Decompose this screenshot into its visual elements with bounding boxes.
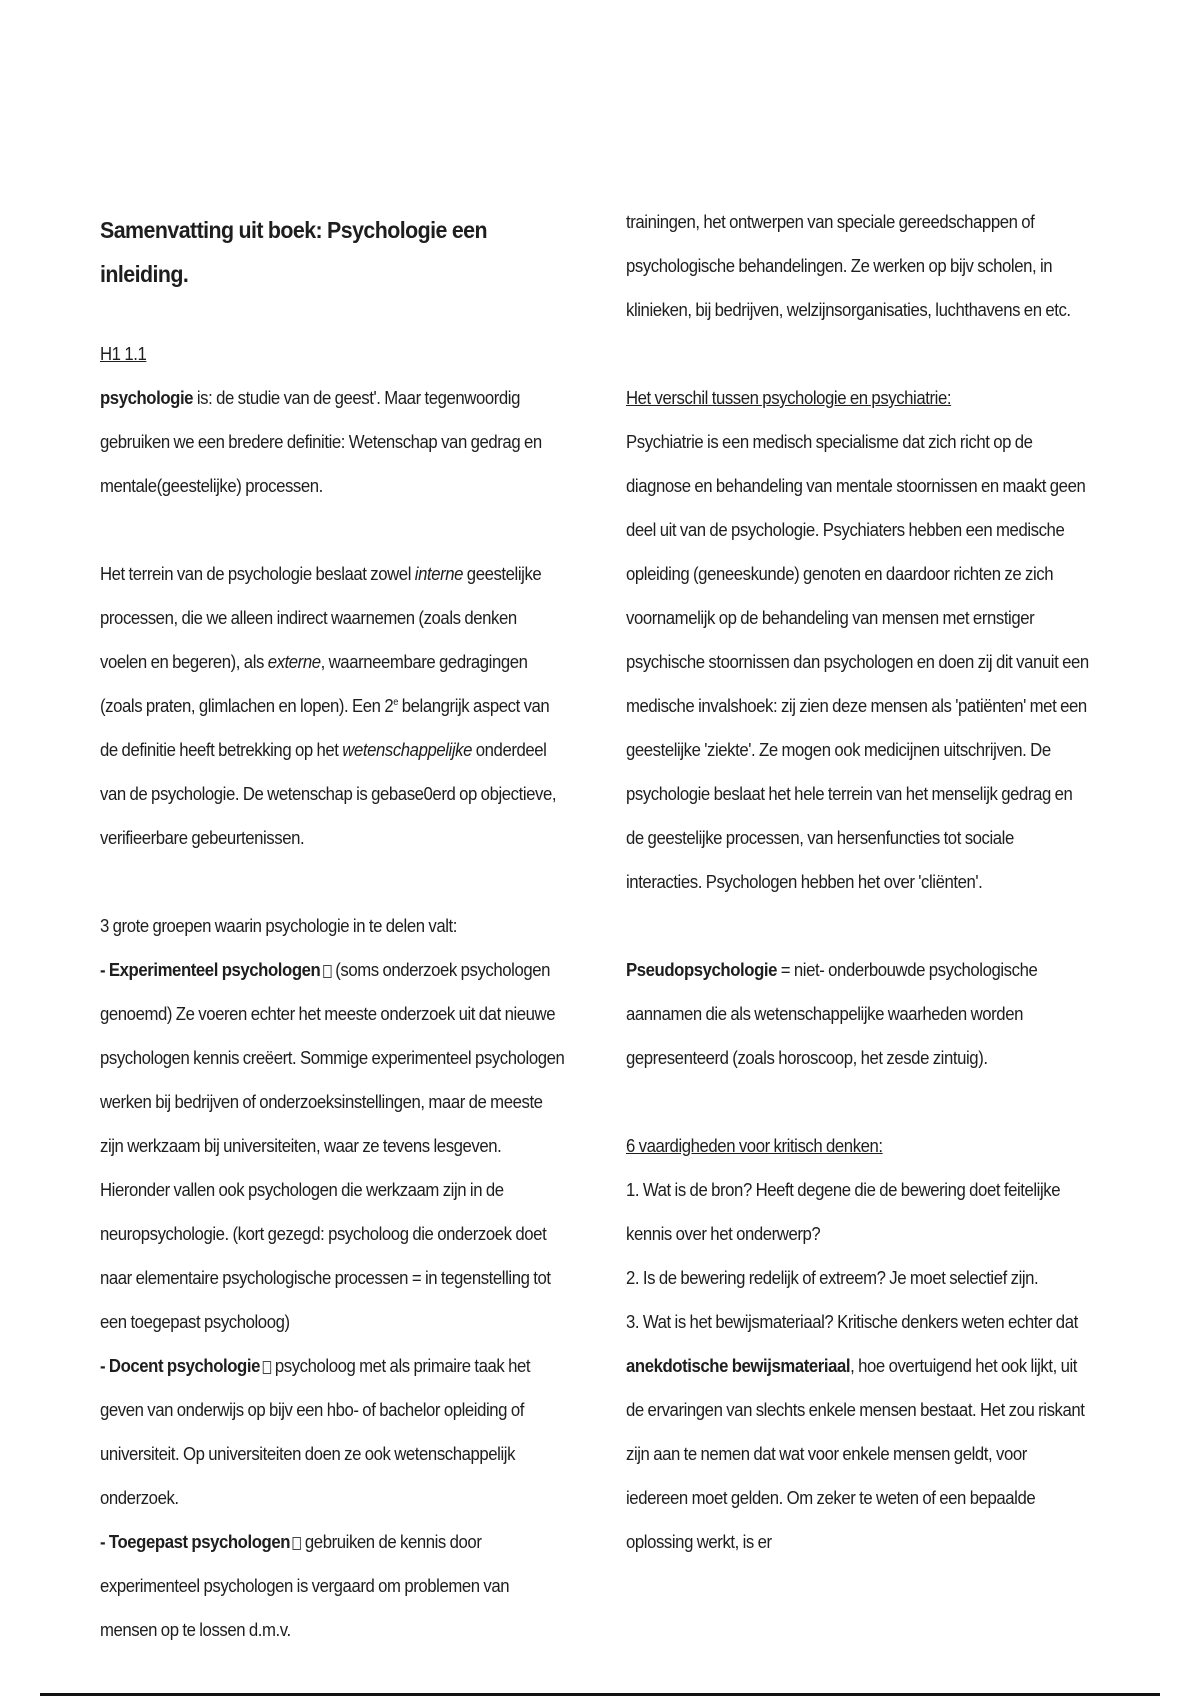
pseudo-text: = niet- onderbouwde psychologische aannamen die als wetenschappelijke waarheden worden gepresenteerd (zoals horoscoop, het zesde zintuig). (626, 960, 1038, 1068)
document-title: Samenvatting uit boek: Psychologie een inleiding. (100, 217, 488, 287)
group-experimenteel-text: (soms onderzoek psychologen genoemd) Ze voeren echter het meeste onderzoek uit dat nieuwe psychologen kennis creëert. Sommige experimenteel psychologen werken bij bedrijven of onderzoeksinstellingen, maar de meeste zijn werkzaam bij universiteiten, waar ze tevens lesgeven. Hieronder vallen ook psychologen die werkzaam zijn in de neuropsychologie. (kort gezegd: psycholoog die onderzoek doet naar elementaire psychologische processen = in tegenstelling tot een toegepast psycholoog) (100, 960, 565, 1332)
group-experimenteel (100, 948, 565, 1344)
term-externe: externe (267, 652, 321, 672)
group-toegepast (100, 1520, 565, 1652)
definition-text: is: de studie van de geest'. Maar tegenwoordig gebruiken we een bredere definitie: Wetenschap van gedrag en mentale(geestelijke) processen. (100, 388, 542, 496)
skill-item-2: 2. Is de bewering redelijk of extreem? Je moet selectief zijn. (626, 1268, 1039, 1288)
spacer (100, 860, 565, 904)
skill-3-text-b: , hoe overtuigend het ook lijkt, uit de ervaringen van slechts enkele mensen bestaat. Het zou riskant zijn aan te nemen dat wat voor enkele mensen geldt, voor iedereen moet gelden. Om zeker te weten of een bepaalde oplossing werkt, is er (626, 1356, 1085, 1552)
group-docent-text: psycholoog met als primaire taak het geven van onderwijs op bijv een hbo- of bachelor opleiding of universiteit. Op universiteiten doen ze ook wetenschappelijk onderzoek. (100, 1356, 531, 1508)
group-toegepast-term: - Toegepast psychologen (100, 1532, 291, 1552)
left-column (100, 208, 565, 1652)
spacer (626, 904, 1091, 948)
section-heading-h1-1-1: H1 1.1 (100, 344, 147, 364)
group-docent (100, 1344, 565, 1520)
terrain-text-d: belangrijk aspect van de definitie heeft betrekking op het (100, 696, 550, 760)
right-column (626, 200, 1091, 1564)
group-experimenteel-term: - Experimenteel psychologen (100, 960, 321, 980)
term-wetenschappelijke: wetenschappelijke (342, 740, 472, 760)
group-docent-term: - Docent psychologie (100, 1356, 260, 1376)
term-interne: interne (414, 564, 464, 584)
skill-item-1: 1. Wat is de bron? Heeft degene die de bewering doet feitelijke kennis over het onderwerp? (626, 1180, 1061, 1244)
ordinal-superscript: e (393, 697, 399, 708)
groups-intro: 3 grote groepen waarin psychologie in te delen valt: (100, 916, 458, 936)
skills-heading: 6 vaardigheden voor kritisch denken: (626, 1136, 883, 1156)
arrow-symbol-icon (323, 965, 331, 978)
skill-3-term: anekdotische bewijsmateriaal (626, 1356, 851, 1376)
group-toegepast-text: gebruiken de kennis door experimenteel psychologen is vergaard om problemen van mensen op te lossen d.m.v. (100, 1532, 510, 1640)
pseudo-term: Pseudopsychologie (626, 960, 778, 980)
terrain-text-b: geestelijke processen, die we alleen indirect waarnemen (zoals denken voelen en begeren), als (100, 564, 542, 672)
skill-item-3 (626, 1300, 1091, 1564)
arrow-symbol-icon (263, 1361, 271, 1374)
terrain-text-e: onderdeel van de psychologie. De wetenschap is gebase0erd op objectieve, verifieerbare gebeurtenissen. (100, 740, 557, 848)
definition-paragraph (100, 376, 565, 508)
terrain-paragraph (100, 552, 565, 860)
spacer (626, 332, 1091, 376)
page-bottom-rule (40, 1693, 1160, 1696)
continuation-paragraph: trainingen, het ontwerpen van speciale gereedschappen of psychologische behandelingen. Ze werken op bijv scholen, in klinieken, bij bedrijven, welzijnsorganisaties, luchthavens en etc. (626, 212, 1071, 320)
difference-paragraph: Psychiatrie is een medisch specialisme dat zich richt op de diagnose en behandeling van mentale stoornissen en maakt geen deel uit van de psychologie. Psychiaters hebben een medische opleiding (geneeskunde) genoten en daardoor richten ze zich voornamelijk op de behandeling van mensen met ernstiger psychische stoornissen dan psychologen en doen zij dit vanuit een medische invalshoek: zij zien deze mensen als 'patiënten' met een geestelijke 'ziekte'. Ze mogen ook medicijnen uitschrijven. De psychologie beslaat het hele terrein van het menselijk gedrag en de geestelijke processen, van hersenfuncties tot sociale interacties. Psychologen hebben het over 'cliënten'. (626, 432, 1089, 892)
terrain-text-c: , waarneembare gedragingen (zoals praten, glimlachen en lopen). Een 2 (100, 652, 528, 716)
terrain-text-a: Het terrein van de psychologie beslaat zowel (100, 564, 415, 584)
spacer (626, 1080, 1091, 1124)
difference-heading: Het verschil tussen psychologie en psychiatrie: (626, 388, 952, 408)
arrow-symbol-icon (293, 1537, 301, 1550)
definition-term: psychologie (100, 388, 194, 408)
pseudo-paragraph (626, 948, 1091, 1080)
spacer (100, 508, 565, 552)
skill-3-text-a: 3. Wat is het bewijsmateriaal? Kritische denkers weten echter dat (626, 1312, 1078, 1332)
